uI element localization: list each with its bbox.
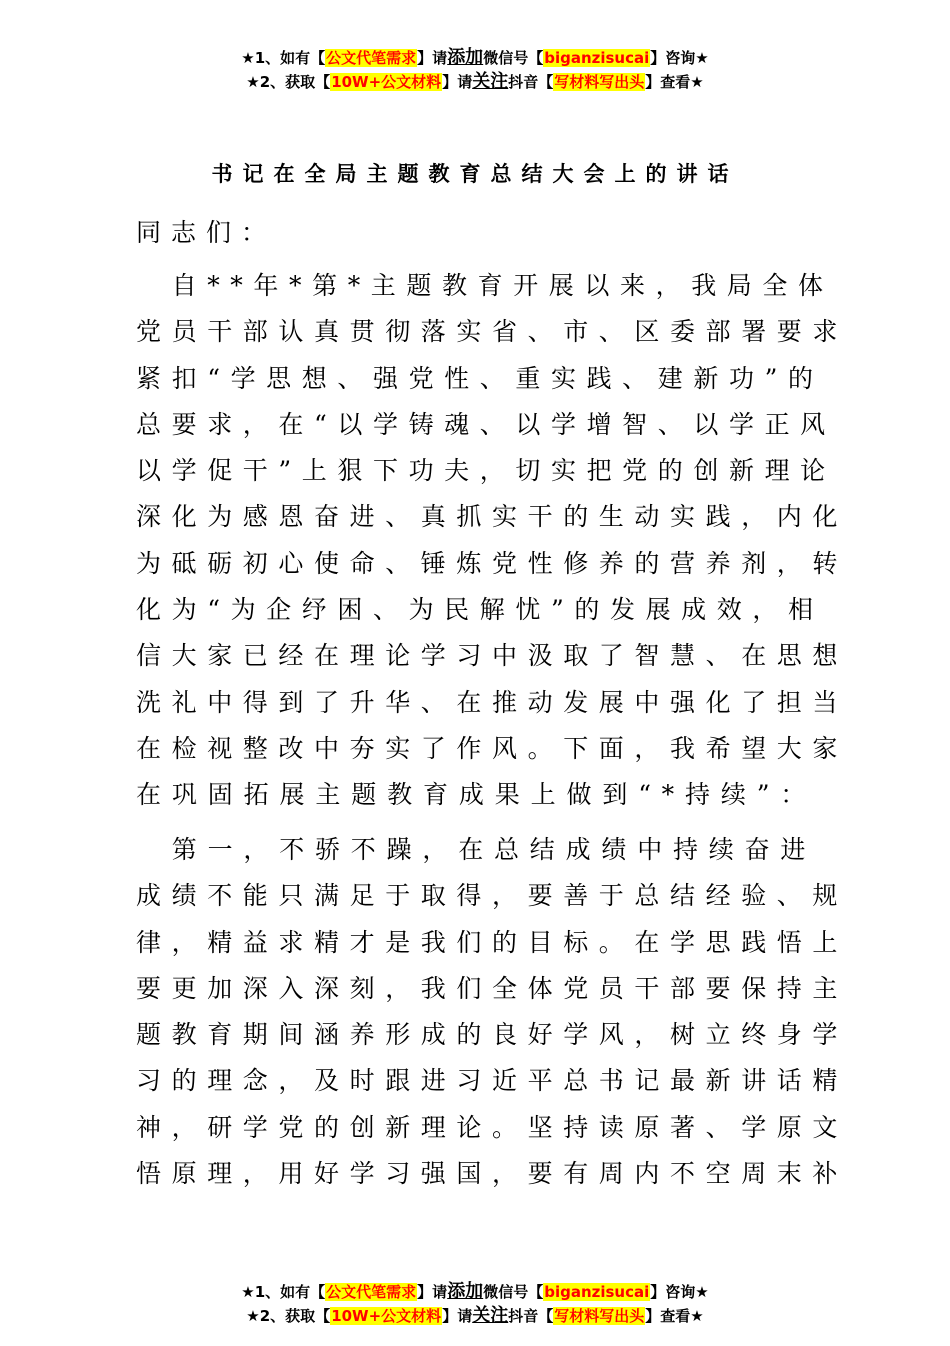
paragraph-line: 以学促干”上狠下功夫，切实把党的创新理论 (136, 456, 836, 486)
banner-text: 】请 (442, 73, 473, 91)
banner-text: ★2、获取【 (246, 73, 331, 91)
banner-text: 】查看★ (645, 73, 704, 91)
paragraph-line: 成绩不能只满足于取得，要善于总结经验、规 (136, 881, 849, 911)
banner-text: 】请 (417, 49, 448, 67)
banner-text: 】咨询★ (650, 1283, 709, 1301)
paragraph-line: 在检视整改中夯实了作风。下面，我希望大家 (136, 733, 849, 763)
banner-highlight: biganzisucai (544, 1283, 650, 1301)
paragraph-line: 习的理念，及时跟进习近平总书记最新讲话精 (136, 1066, 849, 1096)
paragraph-1 (136, 263, 849, 819)
paragraph-line: 自**年*第*主题教育开展以来，我局全体 (136, 271, 834, 300)
banner-text: 微信号【 (483, 1283, 544, 1301)
banner-emphasis: 关注 (472, 1305, 509, 1326)
banner-line-1 (0, 1280, 950, 1304)
paragraph-line: 第一，不骄不躁，在总结成绩中持续奋进 (136, 835, 816, 864)
paragraph-line: 深化为感恩奋进、真抓实干的生动实践，内化 (136, 502, 849, 532)
paragraph-line: 总要求，在“以学铸魂、以学增智、以学正风 (136, 409, 836, 439)
banner-text: 微信号【 (483, 49, 544, 67)
banner-text: 】查看★ (645, 1307, 704, 1325)
banner-highlight: 公文代笔需求 (326, 49, 417, 67)
banner-highlight: biganzisucai (544, 49, 650, 67)
banner-text: 抖音【 (508, 73, 554, 91)
footer-banner (0, 1280, 950, 1328)
banner-line-1 (0, 46, 950, 70)
paragraph-line: 律，精益求精才是我们的目标。在学思践悟上 (136, 927, 849, 957)
paragraph-line: 化为“为企纾困、为民解忧”的发展成效，相 (136, 595, 824, 625)
banner-highlight: 10W+公文材料 (331, 73, 442, 91)
banner-highlight: 写材料写出头 (554, 1307, 645, 1325)
paragraph-line: 在巩固拓展主题教育成果上做到“*持续”： (136, 780, 816, 810)
paragraph-line: 为砥砺初心使命、锤炼党性修养的营养剂，转 (136, 548, 849, 578)
banner-text: 抖音【 (508, 1307, 554, 1325)
banner-emphasis: 添加 (447, 1281, 484, 1302)
banner-text: 】请 (442, 1307, 473, 1325)
banner-line-2 (0, 1304, 950, 1328)
paragraph-line: 神，研学党的创新理论。坚持读原著、学原文 (136, 1112, 849, 1142)
banner-line-2 (0, 70, 950, 94)
paragraph-line: 题教育期间涵养形成的良好学风，树立终身学 (136, 1020, 849, 1050)
header-banner (0, 46, 950, 94)
document-title: 书记在全局主题教育总结大会上的讲话 (211, 162, 739, 186)
banner-highlight: 写材料写出头 (554, 73, 645, 91)
banner-highlight: 10W+公文材料 (331, 1307, 442, 1325)
banner-text: ★2、获取【 (246, 1307, 331, 1325)
paragraph-line: 紧扣“学思想、强党性、重实践、建新功”的 (136, 363, 824, 393)
banner-emphasis: 添加 (447, 47, 484, 68)
banner-emphasis: 关注 (472, 71, 509, 92)
paragraph-line: 党员干部认真贯彻落实省、市、区委部署要求 (136, 317, 849, 347)
paragraph-line: 悟原理，用好学习强国，要有周内不空周末补 (136, 1159, 849, 1189)
banner-text: ★1、如有【 (241, 1283, 326, 1301)
salutation: 同志们： (136, 218, 277, 247)
paragraph-line: 要更加深入深刻，我们全体党员干部要保持主 (136, 973, 849, 1003)
paragraph-line: 信大家已经在理论学习中汲取了智慧、在思想 (136, 641, 849, 671)
banner-text: ★1、如有【 (241, 49, 326, 67)
banner-text: 】咨询★ (650, 49, 709, 67)
paragraph-line: 洗礼中得到了升华、在推动发展中强化了担当 (136, 687, 849, 717)
banner-highlight: 公文代笔需求 (326, 1283, 417, 1301)
banner-text: 】请 (417, 1283, 448, 1301)
paragraph-2 (136, 827, 849, 1197)
